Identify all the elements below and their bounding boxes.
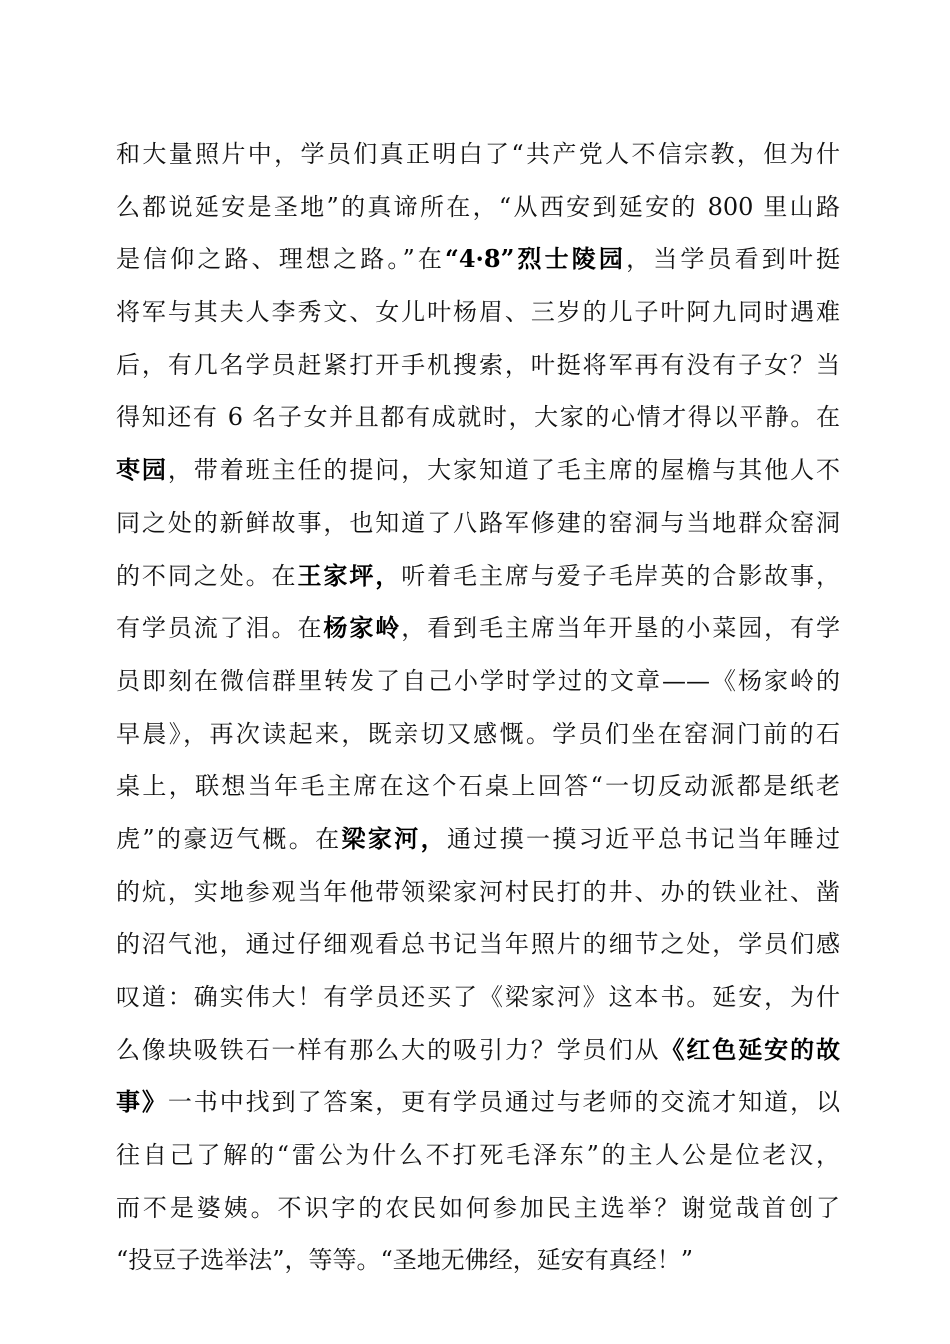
text-line bbox=[116, 813, 840, 866]
text-line bbox=[116, 708, 840, 761]
bold-place-name: 《红色延安的故 bbox=[660, 1034, 840, 1064]
text-line bbox=[116, 550, 840, 603]
text-line bbox=[116, 1234, 840, 1287]
text-run: “投豆子选举法”，等等。“圣地无佛经，延安有真经！” bbox=[116, 1246, 694, 1275]
bold-place-name: “4·8”烈士陵园 bbox=[445, 244, 627, 274]
text-run: ，当学员看到叶挺 bbox=[626, 245, 840, 274]
text-run: ，看到毛主席当年开垦的小菜园，有学 bbox=[401, 614, 840, 643]
text-line bbox=[116, 181, 840, 234]
text-line bbox=[116, 339, 840, 392]
text-line bbox=[116, 1129, 840, 1182]
bold-place-name: 梁家河， bbox=[341, 823, 447, 853]
text-run: 一书中找到了答案，更有学员通过与老师的交流才知道，以 bbox=[167, 1088, 840, 1117]
text-line bbox=[116, 971, 840, 1024]
text-run: 员即刻在微信群里转发了自己小学时学过的文章——《杨家岭的 bbox=[116, 666, 840, 695]
text-run: 后，有几名学员赶紧打开手机搜索，叶挺将军再有没有子女？当 bbox=[116, 350, 840, 379]
text-run: 得知还有 6 名子女并且都有成就时，大家的心情才得以平静。在 bbox=[116, 403, 840, 432]
text-line bbox=[116, 1076, 840, 1129]
bold-place-name: 杨家岭 bbox=[323, 613, 402, 643]
text-line bbox=[116, 233, 840, 286]
text-run: ，带着班主任的提问，大家知道了毛主席的屋檐与其他人不 bbox=[167, 456, 840, 485]
text-line bbox=[116, 286, 840, 339]
text-run: 虎”的豪迈气概。在 bbox=[116, 824, 342, 853]
text-run: 将军与其夫人李秀文、女儿叶杨眉、三岁的儿子叶阿九同时遇难 bbox=[116, 298, 840, 327]
text-run: 叹道：确实伟大！有学员还买了《梁家河》这本书。延安，为什 bbox=[116, 983, 840, 1011]
bold-place-name: 事》 bbox=[116, 1087, 168, 1117]
bold-place-name: 枣园 bbox=[116, 455, 168, 485]
text-run: 通过摸一摸习近平总书记当年睡过 bbox=[446, 824, 840, 853]
text-run: 听着毛主席与爱子毛岸英的合影故事， bbox=[401, 561, 840, 590]
text-run: 和大量照片中，学员们真正明白了“共产党人不信宗教，但为什 bbox=[116, 140, 840, 168]
text-line bbox=[116, 1024, 840, 1077]
text-run: 桌上，联想当年毛主席在这个石桌上回答“一切反动派都是纸老 bbox=[116, 772, 840, 801]
text-run: 早晨》，再次读起来，既亲切又感慨。学员们坐在窑洞门前的石 bbox=[116, 719, 840, 748]
text-line bbox=[116, 391, 840, 444]
text-line bbox=[116, 760, 840, 813]
text-line bbox=[116, 918, 840, 971]
text-run: 的不同之处。在 bbox=[116, 561, 298, 590]
text-run: 往自己了解的“雷公为什么不打死毛泽东”的主人公是位老汉， bbox=[116, 1141, 840, 1170]
text-line bbox=[116, 444, 840, 497]
text-line bbox=[116, 866, 840, 919]
text-run: 是信仰之路、理想之路。”在 bbox=[116, 245, 446, 274]
text-run: 同之处的新鲜故事，也知道了八路军修建的窑洞与当地群众窑洞 bbox=[116, 508, 840, 537]
bold-place-name: 王家坪， bbox=[297, 560, 402, 590]
text-run: 么都说延安是圣地”的真谛所在，“从西安到延安的 800 里山路 bbox=[116, 192, 840, 221]
text-run: 的炕，实地参观当年他带领梁家河村民打的井、办的铁业社、凿 bbox=[116, 877, 840, 906]
text-line bbox=[116, 1182, 840, 1235]
text-run: 而不是婆姨。不识字的农民如何参加民主选举？谢觉哉首创了 bbox=[116, 1193, 840, 1222]
text-run: 的沼气池，通过仔细观看总书记当年照片的细节之处，学员们感 bbox=[116, 930, 840, 959]
text-run: 么像块吸铁石一样有那么大的吸引力？学员们从 bbox=[116, 1035, 661, 1064]
text-run: 有学员流了泪。在 bbox=[116, 614, 324, 643]
text-line bbox=[116, 655, 840, 708]
text-line bbox=[116, 497, 840, 550]
text-line bbox=[116, 602, 840, 655]
body-paragraph bbox=[116, 128, 840, 1287]
text-line bbox=[116, 128, 840, 181]
